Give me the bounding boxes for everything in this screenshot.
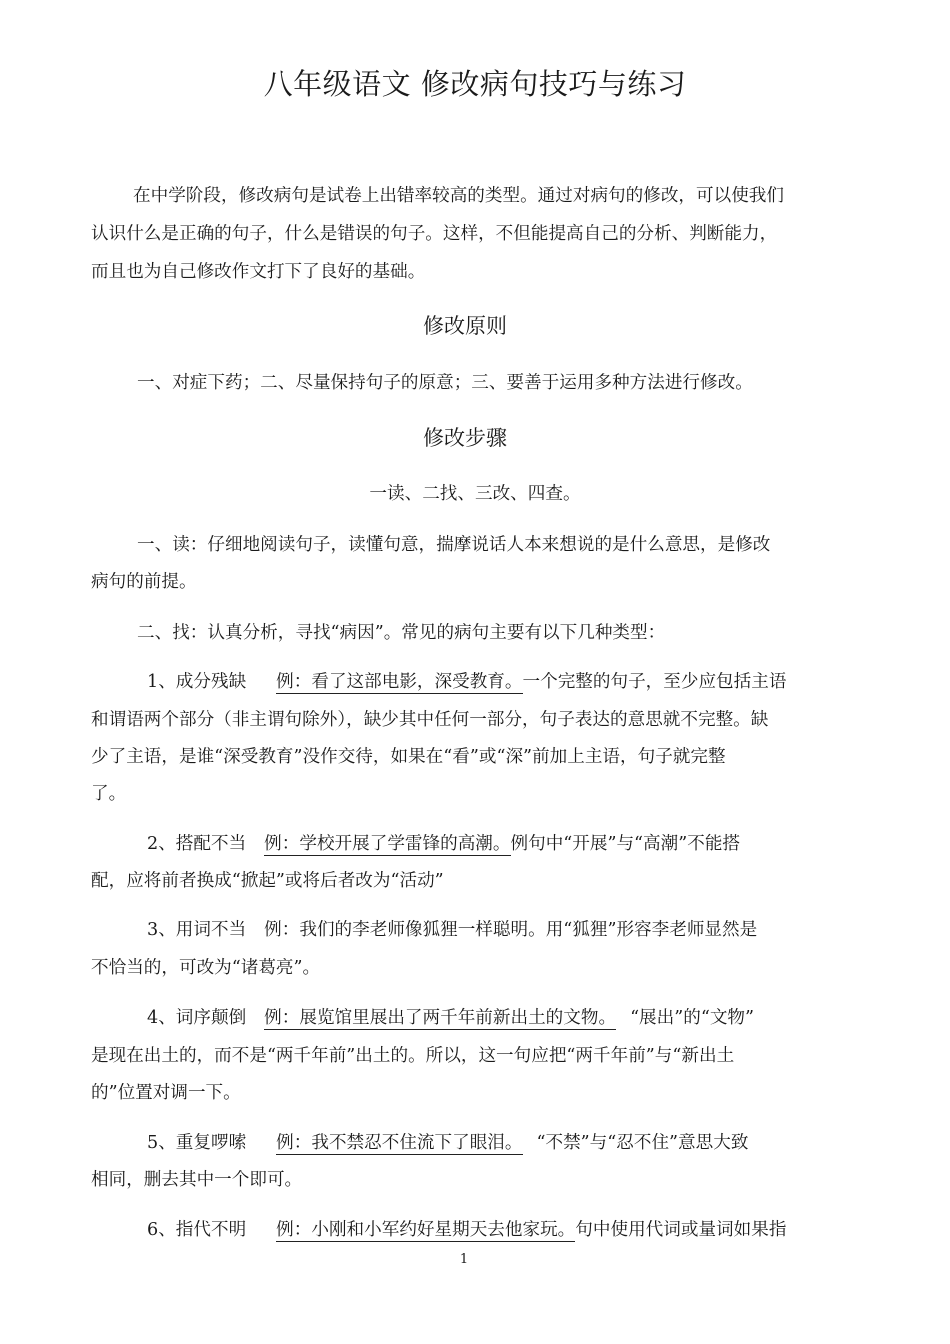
type-4-label: 4、词序颠倒 [147,1008,247,1028]
type-1-example: 例：看了这部电影，深受教育。 [276,672,523,692]
steps-summary: 一读、二找、三改、四查。 [369,484,581,504]
type-5-first-line [147,1131,748,1155]
type-4-example: 例：展览馆里展出了两千年前新出土的文物。 [264,1008,617,1028]
type-3-label: 3、用词不当 [147,920,247,940]
type-3-example: 例：我们的李老师像狐狸一样聪明。 [264,920,546,940]
type-5-explanation-start: “不禁”与“忍不住”意思大致 [536,1133,749,1153]
type-3-line-2: 不恰当的，可改为“诸葛亮”。 [91,958,321,978]
page-number: 1 [459,1252,469,1267]
step-find-text: 二、找：认真分析，寻找“病因”。常见的病句主要有以下几种类型： [137,623,666,643]
type-1-explanation-start: 一个完整的句子，至少应包括主语 [522,672,787,692]
type-3-explanation-start: 用“狐狸”形容李老师显然是 [545,920,758,940]
type-4-first-line [147,1006,754,1030]
principles-heading: 修改原则 [423,314,507,338]
intro-line-2: 认识什么是正确的句子，什么是错误的句子。这样，不但能提高自己的分析、判断能力， [91,224,778,244]
intro-line-3: 而且也为自己修改作文打下了良好的基础。 [91,262,426,282]
type-2-line-2: 配，应将前者换成“掀起”或将后者改为“活动” [91,871,444,891]
type-6-label: 6、指代不明 [147,1220,247,1240]
document-title: 八年级语文 修改病句技巧与练习 [263,67,687,101]
type-4-line-2: 是现在出土的，而不是“两千年前”出土的。所以，这一句应把“两千年前”与“新出土 [91,1046,735,1066]
type-5-line-2: 相同，删去其中一个即可。 [91,1170,303,1190]
type-6-example: 例：小刚和小军约好星期天去他家玩。 [276,1220,576,1240]
type-2-label: 2、搭配不当 [147,834,247,854]
principles-text: 一、对症下药；二、尽量保持句子的原意；三、要善于运用多种方法进行修改。 [137,373,753,393]
step-read-line-2: 病句的前提。 [91,572,197,592]
steps-heading: 修改步骤 [423,426,507,450]
type-2-explanation-start: 例句中“开展”与“高潮”不能搭 [510,834,741,854]
type-1-line-2: 和谓语两个部分（非主谓句除外），缺少其中任何一部分，句子表达的意思就不完整。缺 [91,710,769,730]
type-3-first-line [147,918,757,942]
type-5-example: 例：我不禁忍不住流下了眼泪。 [276,1133,523,1153]
intro-line-1: 在中学阶段，修改病句是试卷上出错率较高的类型。通过对病句的修改，可以使我们 [133,186,784,206]
step-read-line-1: 一、读：仔细地阅读句子，读懂句意，揣摩说话人本来想说的是什么意思，是修改 [137,535,771,555]
type-2-first-line [147,832,740,856]
type-1-line-3: 少了主语，是谁“深受教育”没作交待，如果在“看”或“深”前加上主语，句子就完整 [91,747,726,767]
type-1-label: 1、成分残缺 [147,672,247,692]
type-5-label: 5、重复啰嗦 [147,1133,247,1153]
type-4-explanation-start: “展出”的“文物” [630,1008,755,1028]
type-4-line-3: 的”位置对调一下。 [91,1083,241,1103]
type-6-first-line [147,1218,786,1242]
type-6-explanation-start: 句中使用代词或量词如果指 [575,1220,787,1240]
type-1-line-4: 了。 [91,784,127,804]
type-2-example: 例：学校开展了学雷锋的高潮。 [264,834,511,854]
type-1-first-line [147,670,786,694]
